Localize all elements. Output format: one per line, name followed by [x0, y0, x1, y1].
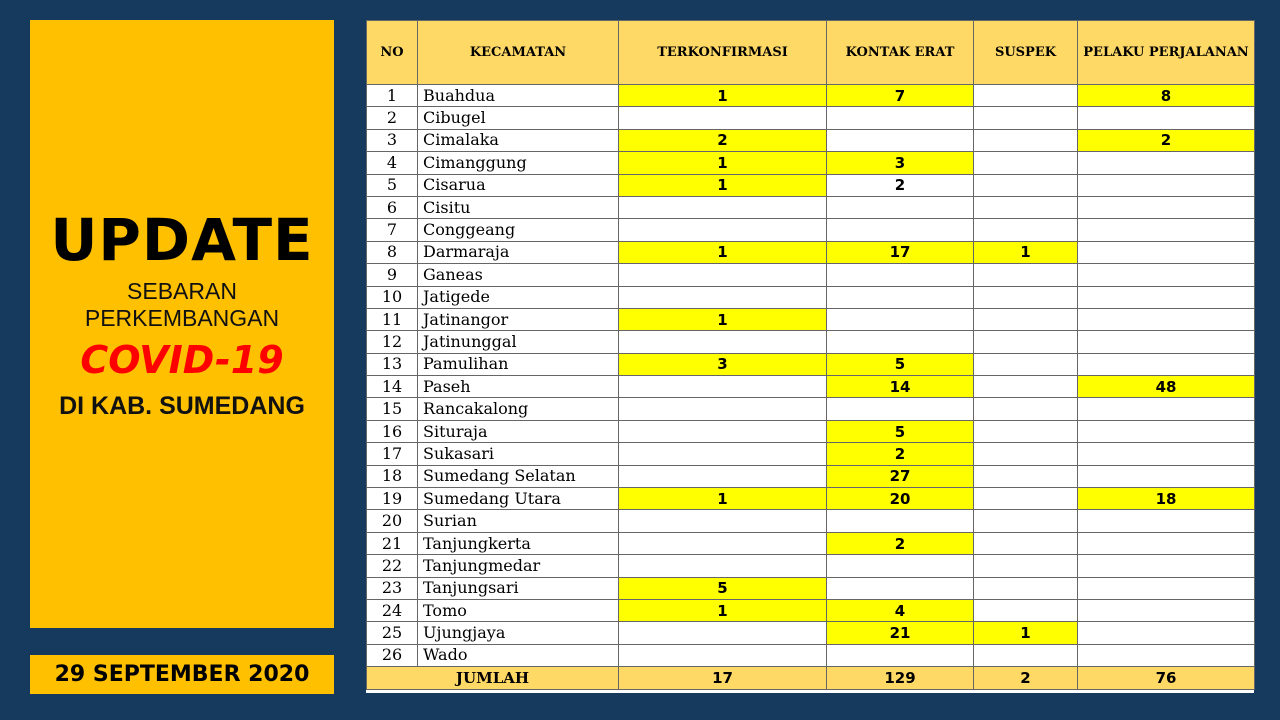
cell-kontak-erat: [827, 555, 974, 577]
header-no: NO: [367, 21, 418, 85]
cell-kontak-erat: [827, 577, 974, 599]
table-row: [367, 555, 1255, 577]
cell-terkonfirmasi: 1: [619, 241, 827, 263]
cell-terkonfirmasi: [619, 555, 827, 577]
table-row: [367, 622, 1255, 644]
cell-kontak-erat: 2: [827, 532, 974, 554]
cell-kontak-erat: [827, 644, 974, 666]
cell-kecamatan: Ganeas: [418, 264, 619, 286]
table-row: [367, 219, 1255, 241]
cell-kontak-erat: [827, 264, 974, 286]
cell-terkonfirmasi: [619, 398, 827, 420]
covid-label: COVID-19: [80, 338, 284, 382]
cell-pelaku-perjalanan: 8: [1078, 85, 1255, 107]
cell-no: 8: [367, 241, 418, 263]
header-kontak-erat: KONTAK ERAT: [827, 21, 974, 85]
cell-suspek: [974, 398, 1078, 420]
cell-pelaku-perjalanan: [1078, 353, 1255, 375]
cell-no: 3: [367, 129, 418, 151]
cell-terkonfirmasi: [619, 622, 827, 644]
cell-terkonfirmasi: 1: [619, 488, 827, 510]
table-row: [367, 532, 1255, 554]
cell-no: 21: [367, 532, 418, 554]
cell-no: 9: [367, 264, 418, 286]
cell-suspek: [974, 555, 1078, 577]
table-row: [367, 241, 1255, 263]
table-row: [367, 286, 1255, 308]
cell-suspek: [974, 465, 1078, 487]
cell-no: 7: [367, 219, 418, 241]
cell-kecamatan: Cimanggung: [418, 152, 619, 174]
cell-terkonfirmasi: 1: [619, 85, 827, 107]
cell-no: 18: [367, 465, 418, 487]
cell-no: 25: [367, 622, 418, 644]
cell-kontak-erat: 5: [827, 420, 974, 442]
cell-kecamatan: Cibugel: [418, 107, 619, 129]
cell-terkonfirmasi: [619, 510, 827, 532]
cell-kecamatan: Sumedang Selatan: [418, 465, 619, 487]
cell-no: 14: [367, 376, 418, 398]
cell-terkonfirmasi: [619, 532, 827, 554]
table-row: [367, 443, 1255, 465]
table-row: [367, 465, 1255, 487]
cell-terkonfirmasi: [619, 196, 827, 218]
total-label: JUMLAH: [367, 667, 619, 690]
cell-pelaku-perjalanan: 18: [1078, 488, 1255, 510]
cell-no: 12: [367, 331, 418, 353]
table-row: [367, 420, 1255, 442]
table-row: [367, 152, 1255, 174]
cell-kontak-erat: 27: [827, 465, 974, 487]
cell-pelaku-perjalanan: [1078, 331, 1255, 353]
cell-suspek: [974, 644, 1078, 666]
cell-kecamatan: Pamulihan: [418, 353, 619, 375]
cell-no: 4: [367, 152, 418, 174]
cell-suspek: [974, 85, 1078, 107]
cell-suspek: [974, 129, 1078, 151]
cell-suspek: [974, 577, 1078, 599]
cell-kontak-erat: [827, 107, 974, 129]
cell-terkonfirmasi: [619, 443, 827, 465]
cell-pelaku-perjalanan: [1078, 443, 1255, 465]
cell-pelaku-perjalanan: [1078, 241, 1255, 263]
cell-kecamatan: Rancakalong: [418, 398, 619, 420]
cell-suspek: [974, 331, 1078, 353]
header-suspek: SUSPEK: [974, 21, 1078, 85]
cell-kecamatan: Tanjungmedar: [418, 555, 619, 577]
table-row: [367, 644, 1255, 666]
cell-terkonfirmasi: 3: [619, 353, 827, 375]
cell-kecamatan: Jatigede: [418, 286, 619, 308]
cell-terkonfirmasi: 1: [619, 152, 827, 174]
cell-pelaku-perjalanan: 2: [1078, 129, 1255, 151]
cell-no: 11: [367, 308, 418, 330]
cell-kecamatan: Conggeang: [418, 219, 619, 241]
cell-suspek: [974, 420, 1078, 442]
cell-suspek: [974, 152, 1078, 174]
cell-terkonfirmasi: 2: [619, 129, 827, 151]
cell-no: 6: [367, 196, 418, 218]
cell-suspek: [974, 510, 1078, 532]
cell-kontak-erat: 2: [827, 174, 974, 196]
cell-terkonfirmasi: [619, 420, 827, 442]
cell-suspek: [974, 219, 1078, 241]
cell-suspek: [974, 353, 1078, 375]
subtitle-line-2: PERKEMBANGAN: [84, 305, 280, 331]
cell-kontak-erat: 17: [827, 241, 974, 263]
title-panel: [30, 20, 334, 628]
header-pelaku-perjalanan: PELAKU PERJALANAN: [1078, 21, 1255, 85]
cell-kecamatan: Jatinunggal: [418, 331, 619, 353]
cell-kecamatan: Wado: [418, 644, 619, 666]
cell-terkonfirmasi: [619, 331, 827, 353]
table-row: [367, 331, 1255, 353]
cell-kecamatan: Cisarua: [418, 174, 619, 196]
cell-kecamatan: Paseh: [418, 376, 619, 398]
cell-suspek: [974, 174, 1078, 196]
covid-table-container: [366, 20, 1254, 693]
cell-kecamatan: Sumedang Utara: [418, 488, 619, 510]
cell-no: 24: [367, 599, 418, 621]
cell-pelaku-perjalanan: [1078, 219, 1255, 241]
table-row: [367, 174, 1255, 196]
cell-kontak-erat: 2: [827, 443, 974, 465]
total-row: [367, 667, 1255, 690]
table-row: [367, 129, 1255, 151]
cell-pelaku-perjalanan: [1078, 196, 1255, 218]
total-pelaku-perjalanan: 76: [1078, 667, 1255, 690]
cell-terkonfirmasi: 5: [619, 577, 827, 599]
cell-pelaku-perjalanan: [1078, 555, 1255, 577]
table-body: [367, 85, 1255, 667]
cell-kontak-erat: [827, 398, 974, 420]
cell-kecamatan: Tanjungkerta: [418, 532, 619, 554]
update-title: UPDATE: [50, 206, 314, 274]
cell-terkonfirmasi: [619, 465, 827, 487]
cell-pelaku-perjalanan: [1078, 644, 1255, 666]
cell-no: 5: [367, 174, 418, 196]
cell-kontak-erat: [827, 331, 974, 353]
cell-pelaku-perjalanan: [1078, 308, 1255, 330]
cell-kontak-erat: [827, 196, 974, 218]
cell-suspek: [974, 532, 1078, 554]
table-row: [367, 398, 1255, 420]
table-row: [367, 107, 1255, 129]
cell-terkonfirmasi: 1: [619, 599, 827, 621]
cell-suspek: [974, 443, 1078, 465]
cell-pelaku-perjalanan: [1078, 465, 1255, 487]
cell-pelaku-perjalanan: [1078, 510, 1255, 532]
cell-suspek: [974, 599, 1078, 621]
cell-kecamatan: Darmaraja: [418, 241, 619, 263]
cell-no: 13: [367, 353, 418, 375]
cell-terkonfirmasi: [619, 376, 827, 398]
cell-pelaku-perjalanan: [1078, 398, 1255, 420]
cell-no: 1: [367, 85, 418, 107]
cell-no: 23: [367, 577, 418, 599]
table-row: [367, 510, 1255, 532]
total-kontak-erat: 129: [827, 667, 974, 690]
cell-pelaku-perjalanan: [1078, 577, 1255, 599]
cell-suspek: [974, 286, 1078, 308]
cell-kontak-erat: 14: [827, 376, 974, 398]
cell-no: 16: [367, 420, 418, 442]
cell-pelaku-perjalanan: [1078, 599, 1255, 621]
cell-kontak-erat: [827, 219, 974, 241]
cell-kecamatan: Tanjungsari: [418, 577, 619, 599]
cell-pelaku-perjalanan: [1078, 264, 1255, 286]
cell-suspek: [974, 107, 1078, 129]
cell-kontak-erat: 21: [827, 622, 974, 644]
cell-no: 2: [367, 107, 418, 129]
table-row: [367, 308, 1255, 330]
cell-suspek: [974, 196, 1078, 218]
cell-kecamatan: Cisitu: [418, 196, 619, 218]
cell-no: 10: [367, 286, 418, 308]
subtitle-line-1: SEBARAN: [127, 278, 237, 304]
header-kecamatan: KECAMATAN: [418, 21, 619, 85]
cell-pelaku-perjalanan: [1078, 532, 1255, 554]
cell-no: 26: [367, 644, 418, 666]
cell-pelaku-perjalanan: [1078, 622, 1255, 644]
table-row: [367, 376, 1255, 398]
covid-table: [366, 20, 1255, 690]
table-row: [367, 196, 1255, 218]
cell-kecamatan: Ujungjaya: [418, 622, 619, 644]
cell-pelaku-perjalanan: [1078, 107, 1255, 129]
cell-kontak-erat: 20: [827, 488, 974, 510]
table-row: [367, 488, 1255, 510]
table-row: [367, 353, 1255, 375]
cell-kecamatan: Buahdua: [418, 85, 619, 107]
cell-suspek: [974, 308, 1078, 330]
cell-pelaku-perjalanan: [1078, 420, 1255, 442]
cell-suspek: 1: [974, 241, 1078, 263]
cell-kecamatan: Cimalaka: [418, 129, 619, 151]
cell-suspek: 1: [974, 622, 1078, 644]
cell-kontak-erat: 3: [827, 152, 974, 174]
cell-kontak-erat: [827, 510, 974, 532]
cell-kontak-erat: 5: [827, 353, 974, 375]
cell-kecamatan: Surian: [418, 510, 619, 532]
cell-pelaku-perjalanan: [1078, 286, 1255, 308]
cell-terkonfirmasi: 1: [619, 174, 827, 196]
cell-no: 17: [367, 443, 418, 465]
cell-kontak-erat: [827, 129, 974, 151]
cell-pelaku-perjalanan: [1078, 152, 1255, 174]
cell-terkonfirmasi: [619, 286, 827, 308]
total-suspek: 2: [974, 667, 1078, 690]
table-row: [367, 577, 1255, 599]
cell-pelaku-perjalanan: [1078, 174, 1255, 196]
cell-no: 22: [367, 555, 418, 577]
cell-terkonfirmasi: [619, 219, 827, 241]
cell-terkonfirmasi: 1: [619, 308, 827, 330]
cell-kecamatan: Jatinangor: [418, 308, 619, 330]
cell-suspek: [974, 264, 1078, 286]
cell-suspek: [974, 488, 1078, 510]
table-row: [367, 264, 1255, 286]
cell-kecamatan: Sukasari: [418, 443, 619, 465]
cell-no: 15: [367, 398, 418, 420]
total-terkonfirmasi: 17: [619, 667, 827, 690]
cell-kecamatan: Situraja: [418, 420, 619, 442]
cell-kontak-erat: 4: [827, 599, 974, 621]
table-row: [367, 599, 1255, 621]
cell-terkonfirmasi: [619, 264, 827, 286]
cell-no: 20: [367, 510, 418, 532]
cell-terkonfirmasi: [619, 107, 827, 129]
header-terkonfirmasi: TERKONFIRMASI: [619, 21, 827, 85]
date-badge: 29 SEPTEMBER 2020: [30, 655, 334, 694]
region-label: DI KAB. SUMEDANG: [59, 392, 305, 420]
cell-kontak-erat: [827, 308, 974, 330]
cell-kontak-erat: [827, 286, 974, 308]
cell-suspek: [974, 376, 1078, 398]
cell-no: 19: [367, 488, 418, 510]
cell-kecamatan: Tomo: [418, 599, 619, 621]
cell-kontak-erat: 7: [827, 85, 974, 107]
table-header-row: [367, 21, 1255, 85]
table-row: [367, 85, 1255, 107]
cell-terkonfirmasi: [619, 644, 827, 666]
cell-pelaku-perjalanan: 48: [1078, 376, 1255, 398]
